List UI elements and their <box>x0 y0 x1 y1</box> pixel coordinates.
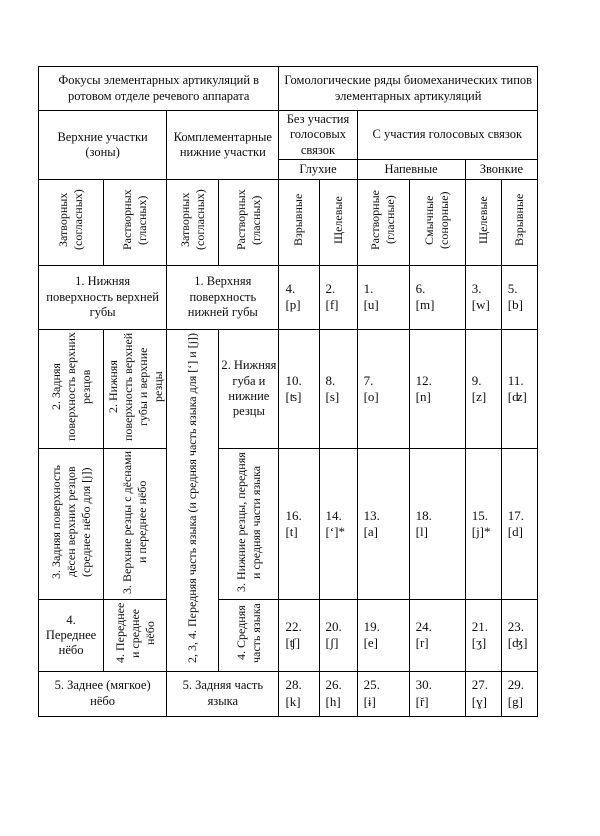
data-cell: 1. [u] <box>357 265 409 329</box>
type-header-zatvornyh-1: Затворных (согласных) <box>39 179 104 265</box>
data-cell: 5. [b] <box>501 265 537 329</box>
data-cell: 20. [ʃ] <box>319 600 357 671</box>
type-header-rastvornyh-2: Растворных (гласных) <box>219 179 279 265</box>
data-cell: 29. [g] <box>501 671 537 716</box>
data-cell: 17. [d] <box>501 449 537 600</box>
data-cell: 25. [ɨ] <box>357 671 409 716</box>
header-melodic: Напевные <box>357 159 465 179</box>
data-cell: 23. [ʤ] <box>501 600 537 671</box>
zone-cell: 1. Нижняя поверхность верхней губы <box>39 265 167 329</box>
header-voice: С участия голосовых связок <box>357 111 537 160</box>
data-cell: 15. [j]* <box>465 449 501 600</box>
data-cell: 7. [o] <box>357 329 409 448</box>
data-cell: 13. [a] <box>357 449 409 600</box>
type-header-rastvornye-glasnye: Растворные (гласные) <box>357 179 409 265</box>
zone-cell: 1. Верхняя поверхность нижней губы <box>167 265 279 329</box>
data-cell: 30. [ř] <box>409 671 465 716</box>
data-cell: 16. [t] <box>279 449 319 600</box>
data-cell: 2. [f] <box>319 265 357 329</box>
title-right: Гомологические ряды биомеханических типов элементарных артикуляций <box>279 67 538 111</box>
data-cell: 19. [e] <box>357 600 409 671</box>
data-cell: 18. [l] <box>409 449 465 600</box>
data-cell: 27. [ɣ] <box>465 671 501 716</box>
scanned-page <box>38 66 538 717</box>
zone-cell: 5. Заднее (мягкое) нёбо <box>39 671 167 716</box>
zone-cell-front-tongue: 2, 3, 4. Передняя часть языка (и средняя часть языка для [‘] и [j]) <box>167 329 219 671</box>
zone-cell: 4. Средняя часть языка <box>219 600 279 671</box>
zone-cell: 5. Задняя часть языка <box>167 671 279 716</box>
header-upper-zones: Верхние участки (зоны) <box>39 111 167 180</box>
header-complementary: Комплементарные нижние участки <box>167 111 279 180</box>
data-cell: 4. [p] <box>279 265 319 329</box>
data-cell: 3. [w] <box>465 265 501 329</box>
header-no-voice: Без участия голосовых связок <box>279 111 357 160</box>
type-header-schelevye-gluhie: Щелевые <box>319 179 357 265</box>
data-cell: 24. [r] <box>409 600 465 671</box>
zone-cell: 2. Нижняя губа и нижние резцы <box>219 329 279 448</box>
zone-cell: 2. Задняя поверхность верхних резцов <box>39 329 104 448</box>
data-cell: 11. [ʣ] <box>501 329 537 448</box>
data-cell: 22. [ʧ] <box>279 600 319 671</box>
zone-cell: 3. Задняя поверхность дёсен верхних резцов (среднее нёбо для [j]) <box>39 449 104 600</box>
data-cell: 10. [ʦ] <box>279 329 319 448</box>
data-cell: 6. [m] <box>409 265 465 329</box>
zone-cell: 3. Нижние резцы, передняя и средняя части языка <box>219 449 279 600</box>
data-cell: 12. [n] <box>409 329 465 448</box>
articulation-table <box>38 66 538 717</box>
data-cell: 9. [z] <box>465 329 501 448</box>
zone-cell: 3. Верхние резцы с дёснами и переднее нёбо <box>104 449 167 600</box>
type-header-schelevye-zvonkie: Щелевые <box>465 179 501 265</box>
zone-cell: 4. Переднее нёбо <box>39 600 104 671</box>
type-header-rastvornyh-1: Растворных (гласных) <box>104 179 167 265</box>
zone-cell: 4. Переднее и среднее нёбо <box>104 600 167 671</box>
type-header-zatvornyh-2: Затворных (согласных) <box>167 179 219 265</box>
title-left: Фокусы элементарных артикуляций в ротовом отделе речевого аппарата <box>39 67 279 111</box>
data-cell: 14. [‘]* <box>319 449 357 600</box>
data-cell: 21. [ʒ] <box>465 600 501 671</box>
zone-cell: 2. Нижняя поверхность верхней губы и верхние резцы <box>104 329 167 448</box>
type-header-vzryvnye-gluhie: Взрывные <box>279 179 319 265</box>
header-voiceless: Глухие <box>279 159 357 179</box>
type-header-smychnye-sonornye: Смычные (сонорные) <box>409 179 465 265</box>
type-header-vzryvnye-zvonkie: Взрывные <box>501 179 537 265</box>
data-cell: 28. [k] <box>279 671 319 716</box>
header-voiced: Звонкие <box>465 159 537 179</box>
data-cell: 26. [h] <box>319 671 357 716</box>
data-cell: 8. [s] <box>319 329 357 448</box>
